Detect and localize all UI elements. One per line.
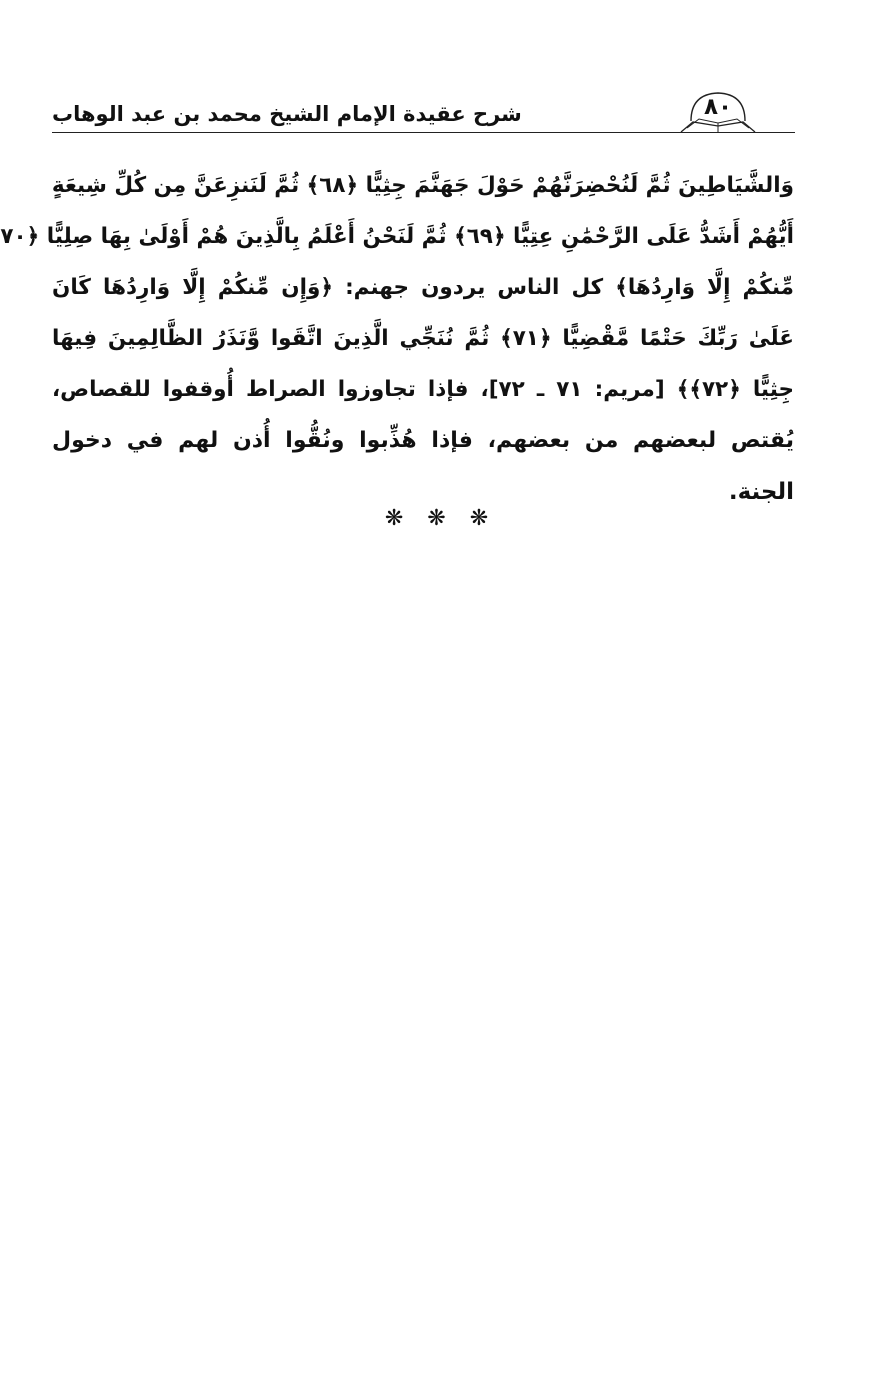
header-title: شرح عقيدة الإمام الشيخ محمد بن عبد الوهاب [52, 102, 522, 126]
section-separator: ❋❋❋ [384, 506, 513, 531]
running-header [52, 88, 795, 134]
page-number: ٨٠ [703, 94, 733, 120]
text-line: الجنة. [728, 479, 794, 505]
text-line: أَيُّهُمْ أَشَدُّ عَلَى الرَّحْمَٰنِ عِتِيًّا ﴿٦٩﴾ ثُمَّ لَنَحْنُ أَعْلَمُ بِالَّذِينَ هُمْ أَوْلَىٰ بِهَا صِلِيًّا ﴿٧٠ [0, 224, 794, 249]
page-number-badge [677, 88, 759, 134]
text-line: مِّنكُمْ إِلَّا وَارِدُهَا﴾ كل الناس يردون جهنم: ﴿وَإِن مِّنكُمْ إِلَّا وَارِدُهَا كَانَ [52, 275, 794, 300]
text-line: يُقتص لبعضهم من بعضهم، فإذا هُذِّبوا ونُقُّوا أُذن لهم في دخول [52, 428, 794, 453]
text-line: جِثِيًّا ﴿٧٢﴾﴾ [مريم: ٧١ ـ ٧٢]، فإذا تجاوزوا الصراط أُوقفوا للقصاص، [52, 377, 794, 402]
text-line: عَلَىٰ رَبِّكَ حَتْمًا مَّقْضِيًّا ﴿٧١﴾ ثُمَّ نُنَجِّي الَّذِينَ اتَّقَوا وَّنَذَرُ الظَّالِمِينَ فِيهَا [52, 326, 794, 351]
text-line: وَالشَّيَاطِينَ ثُمَّ لَنُحْضِرَنَّهُمْ حَوْلَ جَهَنَّمَ جِثِيًّا ﴿٦٨﴾ ثُمَّ لَنَنزِعَنَّ مِن كُلِّ شِيعَةٍ [51, 173, 794, 198]
body-text [0, 163, 794, 520]
